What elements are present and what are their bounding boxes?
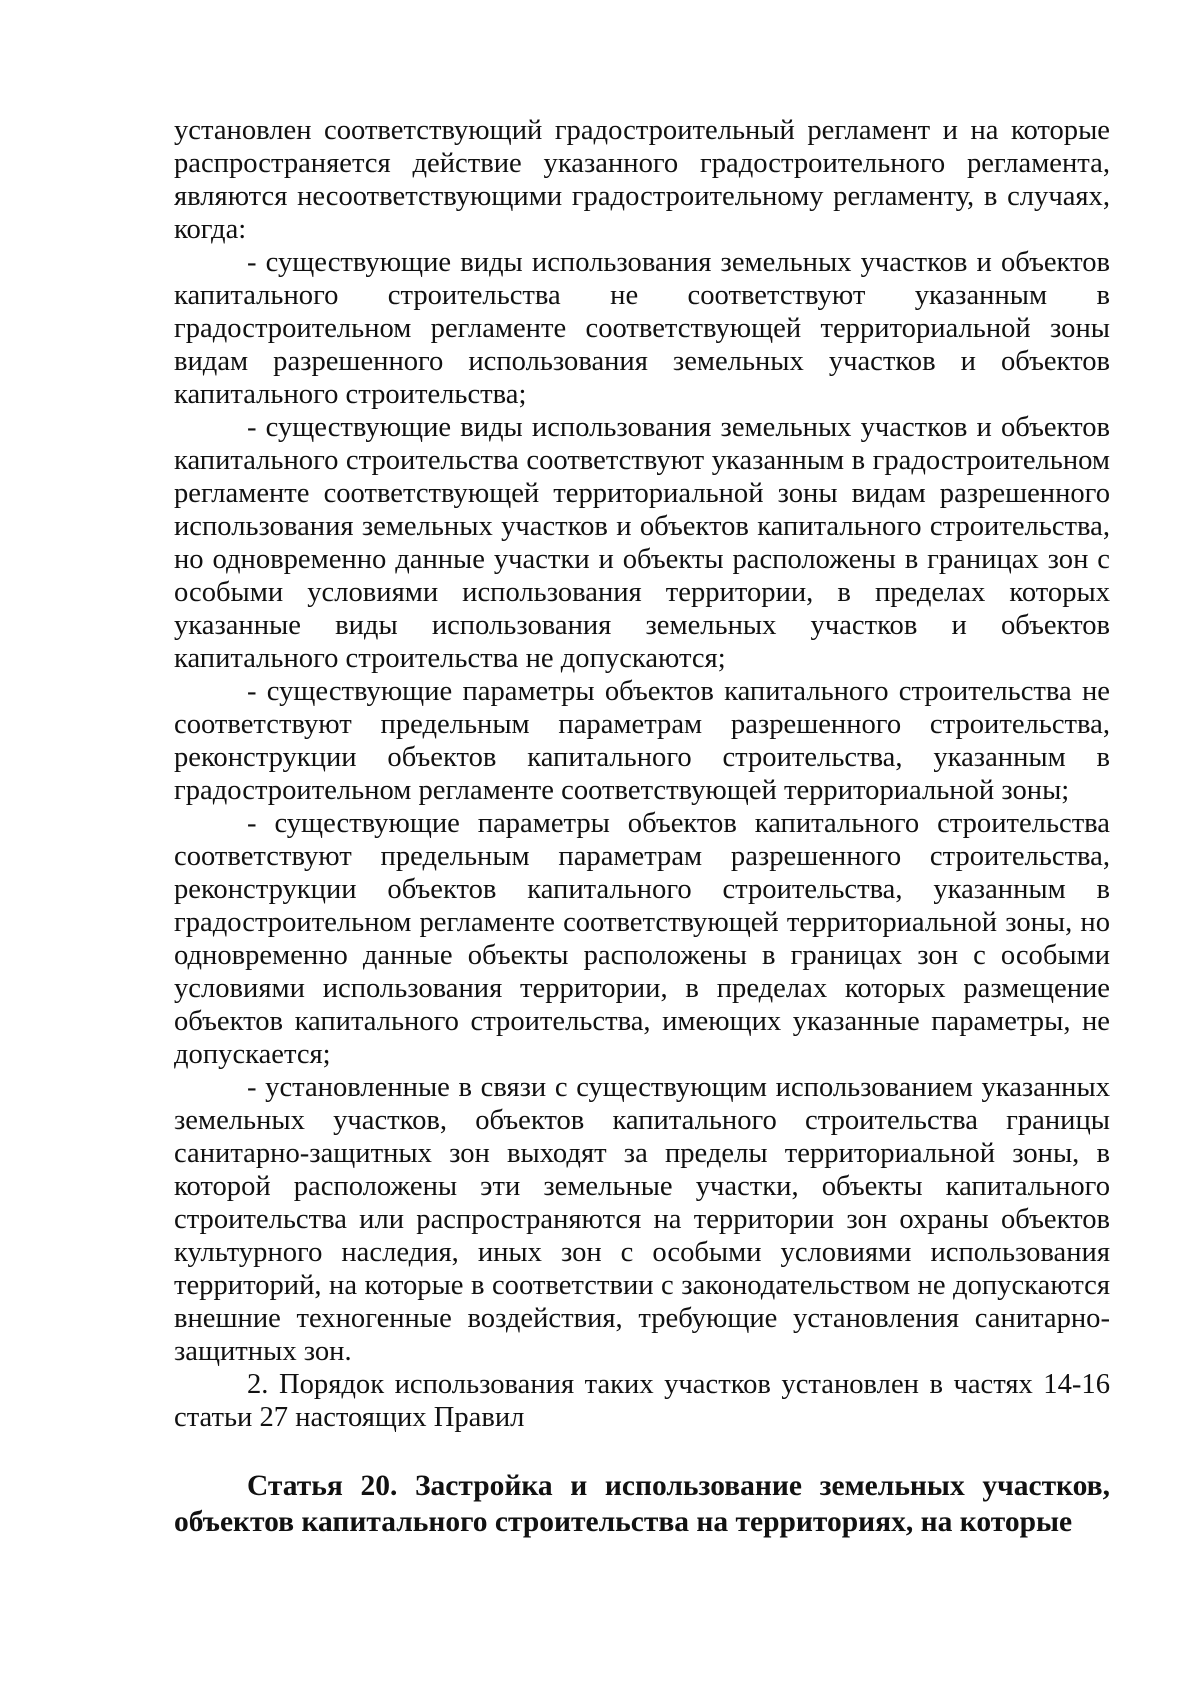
paragraph-nonconforming-use-types: - существующие виды использования земельных участков и объектов капитального строительства не соответствуют указанным в градостроительном регламенте соответствующей территориальной зоны видам разрешенного использования земельных участков и объектов капитального строительства; [174,247,1110,410]
article-heading: Статья 20. Застройка и использование земельных участков, объектов капитального строительства на территориях, на которые [174,1470,1110,1538]
paragraph-nonconforming-parameters: - существующие параметры объектов капитального строительства не соответствуют предельным параметрам разрешенного строительства, реконструкции объектов капитального строительства, указанным в градостроительном регламенте соответствующей территориальной зоны; [174,676,1110,806]
document-page [174,114,1110,1540]
paragraph-sanitary-zones: - установленные в связи с существующим использованием указанных земельных участков, объектов капитального строительства границы санитарно-защитных зон выходят за пределы территориальной зоны, в которой расположены эти земельные участки, объекты капитального строительства или распространяются на территории зон охраны объектов культурного наследия, иных зон с особыми условиями использования территорий, на которые в соответствии с законодательством не допускаются внешние техногенные воздействия, требующие установления санитарно-защитных зон. [174,1072,1110,1367]
paragraph-special-zones-use-types: - существующие виды использования земельных участков и объектов капитального строительства соответствуют указанным в градостроительном регламенте соответствующей территориальной зоны видам разрешенного использования земельных участков и объектов капитального строительства, но одновременно данные участки и объекты расположены в границах зон с особыми условиями использования территории, в пределах которых указанные виды использования земельных участков и объектов капитального строительства не допускаются; [174,412,1110,674]
paragraph-continuation: установлен соответствующий градостроительный регламент и на которые распространяется действие указанного градостроительного регламента, являются несоответствующими градостроительному регламенту, в случаях, когда: [174,115,1110,245]
paragraph-special-zones-parameters: - существующие параметры объектов капитального строительства соответствуют предельным параметрам разрешенного строительства, реконструкции объектов капитального строительства, указанным в градостроительном регламенте соответствующей территориальной зоны, но одновременно данные объекты расположены в границах зон с особыми условиями использования территории, в пределах которых размещение объектов капитального строительства, имеющих указанные параметры, не допускается; [174,808,1110,1070]
paragraph-usage-procedure: 2. Порядок использования таких участков установлен в частях 14-16 статьи 27 настоящих Правил [174,1369,1110,1433]
